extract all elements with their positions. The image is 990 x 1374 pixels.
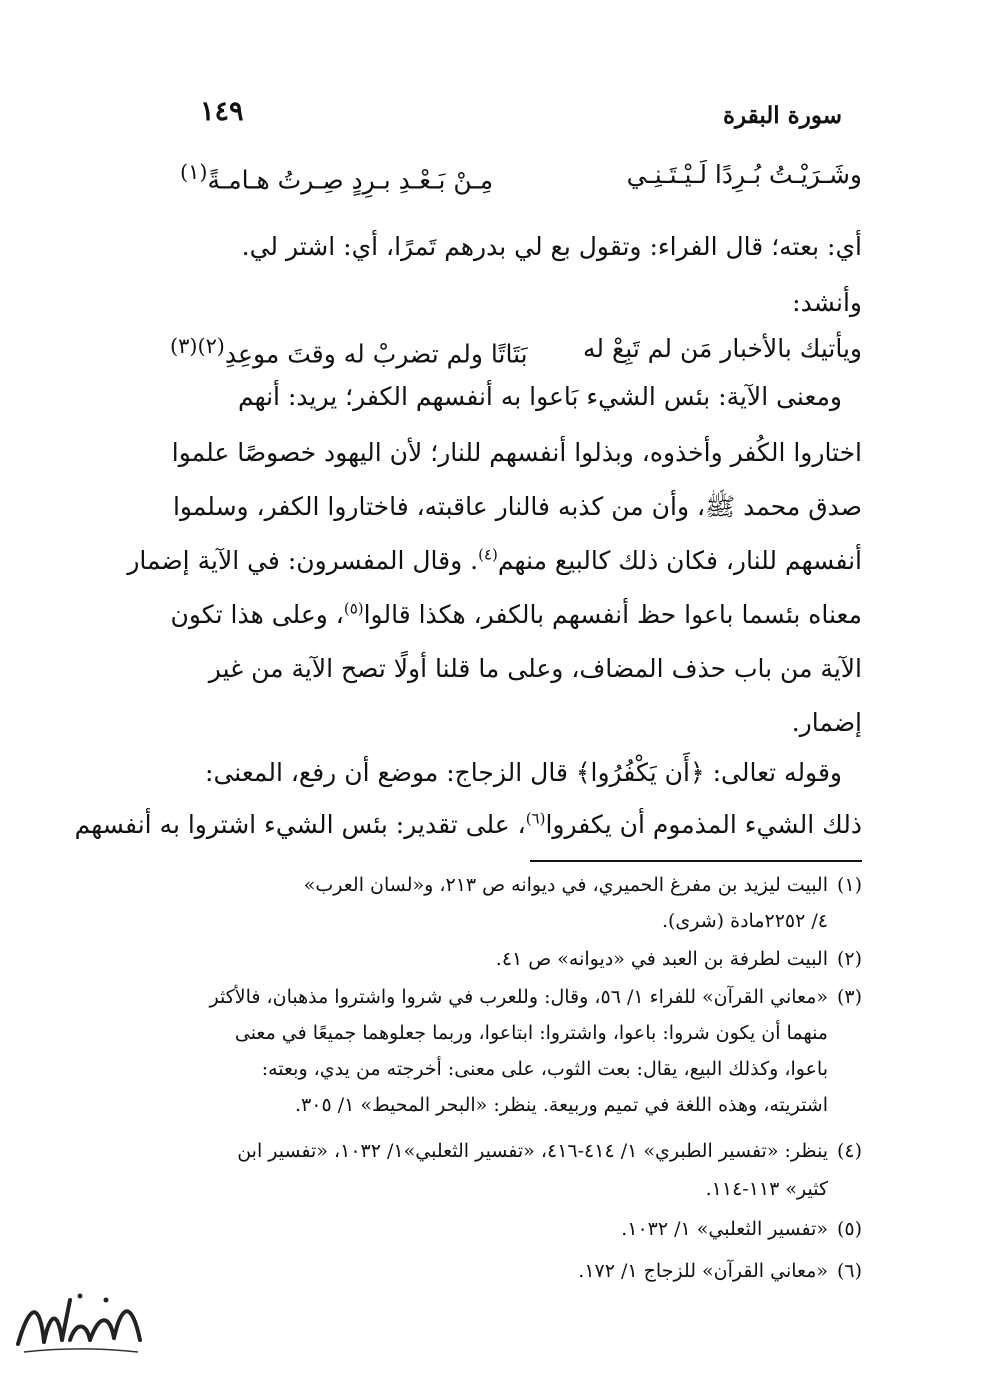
footnote-separator — [530, 860, 862, 862]
page-header — [160, 92, 842, 132]
library-logo-icon — [10, 1282, 150, 1362]
footnote-ref: (٤) — [478, 545, 498, 564]
body-line: صدق محمد ﷺ، وأن من كذبه فالنار عاقبته، فاختاروا الكفر، وسلموا — [172, 492, 862, 521]
footnote-ref: (٥) — [343, 599, 364, 618]
body-line: الآية من باب حذف المضاف، وعلى ما قلنا أولًا تصح الآية من غير — [208, 654, 862, 683]
verse-2-right-hemistich: ويأتيك بالأخبار مَن لم تَبِعْ له — [583, 334, 862, 363]
body-line: إضمار. — [791, 708, 862, 737]
footnote-ref: (٦) — [525, 809, 546, 828]
page-number: ١٤٩ — [200, 96, 244, 127]
body-line: معناه بئسما باعوا حظ أنفسهم بالكفر، هكذا قالوا$^{(٥)}$، وعلى هذا تكون — [170, 599, 862, 629]
body-line: وأنشد: — [792, 288, 862, 317]
body-line: اختاروا الكُفر وأخذوه، وبذلوا أنفسهم للنار؛ لأن اليهود خصوصًا علموا — [171, 438, 862, 467]
body-line: أي: بعته؛ قال الفراء: وتقول بع لي بدرهم تَمرًا، أي: اشتر لي. — [241, 232, 862, 261]
verse-1-right-hemistich: وشَـرَيْـتُ بُـرِدًا لَـيْـتَـنِـي — [626, 160, 862, 189]
footnote-ref: (١) — [180, 160, 208, 184]
surah-title: سورة البقرة — [722, 102, 842, 129]
footnote-ref: (٢)(٣) — [170, 334, 225, 358]
verse-2-left-hemistich: بَتَاتًا ولم تضربْ له وقتَ موعِدِ$^{(٢)(٣)}$ — [170, 334, 528, 369]
body-line: أنفسهم للنار، فكان ذلك كالبيع منهم$^{(٤)}$. وقال المفسرون: في الآية إضمار — [127, 545, 862, 575]
document-page: سورة البقرة ١٤٩ وشَـرَيْـتُ بُـرِدًا لَـيْـتَـنِـي مِـنْ بَـعْـدِ بـرِدٍ صِـرتُ هـامـةً$^{(١)}$ أي: بعته؛ قال الفراء: وتقول بع لي بدرهم تَمرًا، أي: اشتر لي. وأنشد: ويأتيك بالأخبار مَن لم تَبِعْ له بَتَاتًا ولم تضربْ له وقتَ موعِدِ$^{(٢)(٣)}$ ومعنى الآية: بئس الشيء بَاعوا به أنفسهم الكفر؛ يريد: أنهم اختاروا الكُفر وأخذوه، وبذلوا أنفسهم للنار؛ لأن اليهود خصوصًا علموا صدق محمد ﷺ، وأن من كذبه فالنار عاقبته، فاختاروا الكفر، وسلموا أنفسهم للنار، فكان ذلك كالبيع منهم$^{(٤)}$. وقال المفسرون: في الآية إضمار معناه بئسما باعوا حظ أنفسهم بالكفر، هكذا قالوا$^{(٥)}$، وعلى هذا تكون الآية من باب حذف المضاف، وعلى ما قلنا أولًا تصح الآية من غير إضمار. وقوله تعالى: ﴿أَن يَكْفُرُوا﴾ قال الزجاج: موضع أن رفع، المعنى: ذلك الشيء المذموم أن يكفروا$^{(٦)}$، على تقدير: بئس الشيء اشتروا به أنفسهم (١) البيت ليزيد بن مفرغ الحميري، في ديوانه ص ٢١٣، و«لسان العرب» ٤/ ٢٢٥٢مادة (شرى). (٢) البيت لطرفة بن العبد في «ديوانه» ص ٤١. (٣) «معاني القرآن» للفراء ١/ ٥٦، وقال: وللعرب في شروا واشتروا مذهبان، فالأكثر منهما أن يكون شروا: باعوا، واشتروا: ابتاعوا، وربما جعلوهما جميعًا في معنى باعوا، وكذلك البيع، يقال: بعت الثوب، على معنى: أخرجته من يدي، وبعته: اشتريته، وهذه اللغة في تميم وربيعة. ينظر: «البحر المحيط» ١/ ٣٠٥. (٤) ينظر: «تفسير الطبري» ١/ ٤١٤-٤١٦، «تفسير الثعلبي»١/ ١٠٣٢، «تفسير ابن كثير» ١١٣-١١٤. (٥) «تفسير الثعلبي» ١/ ١٠٣٢. (٦) «معاني القرآن» للزجاج ١/ ١٧٢. — [0, 0, 990, 1374]
body-line: ومعنى الآية: بئس الشيء بَاعوا به أنفسهم الكفر؛ يريد: أنهم — [237, 382, 842, 411]
body-line: وقوله تعالى: ﴿أَن يَكْفُرُوا﴾ قال الزجاج: موضع أن رفع، المعنى: — [205, 758, 842, 787]
body-line: ذلك الشيء المذموم أن يكفروا$^{(٦)}$، على تقدير: بئس الشيء اشتروا به أنفسهم — [74, 809, 862, 839]
verse-1-left-hemistich: مِـنْ بَـعْـدِ بـرِدٍ صِـرتُ هـامـةً$^{(١)}$ — [180, 160, 494, 195]
